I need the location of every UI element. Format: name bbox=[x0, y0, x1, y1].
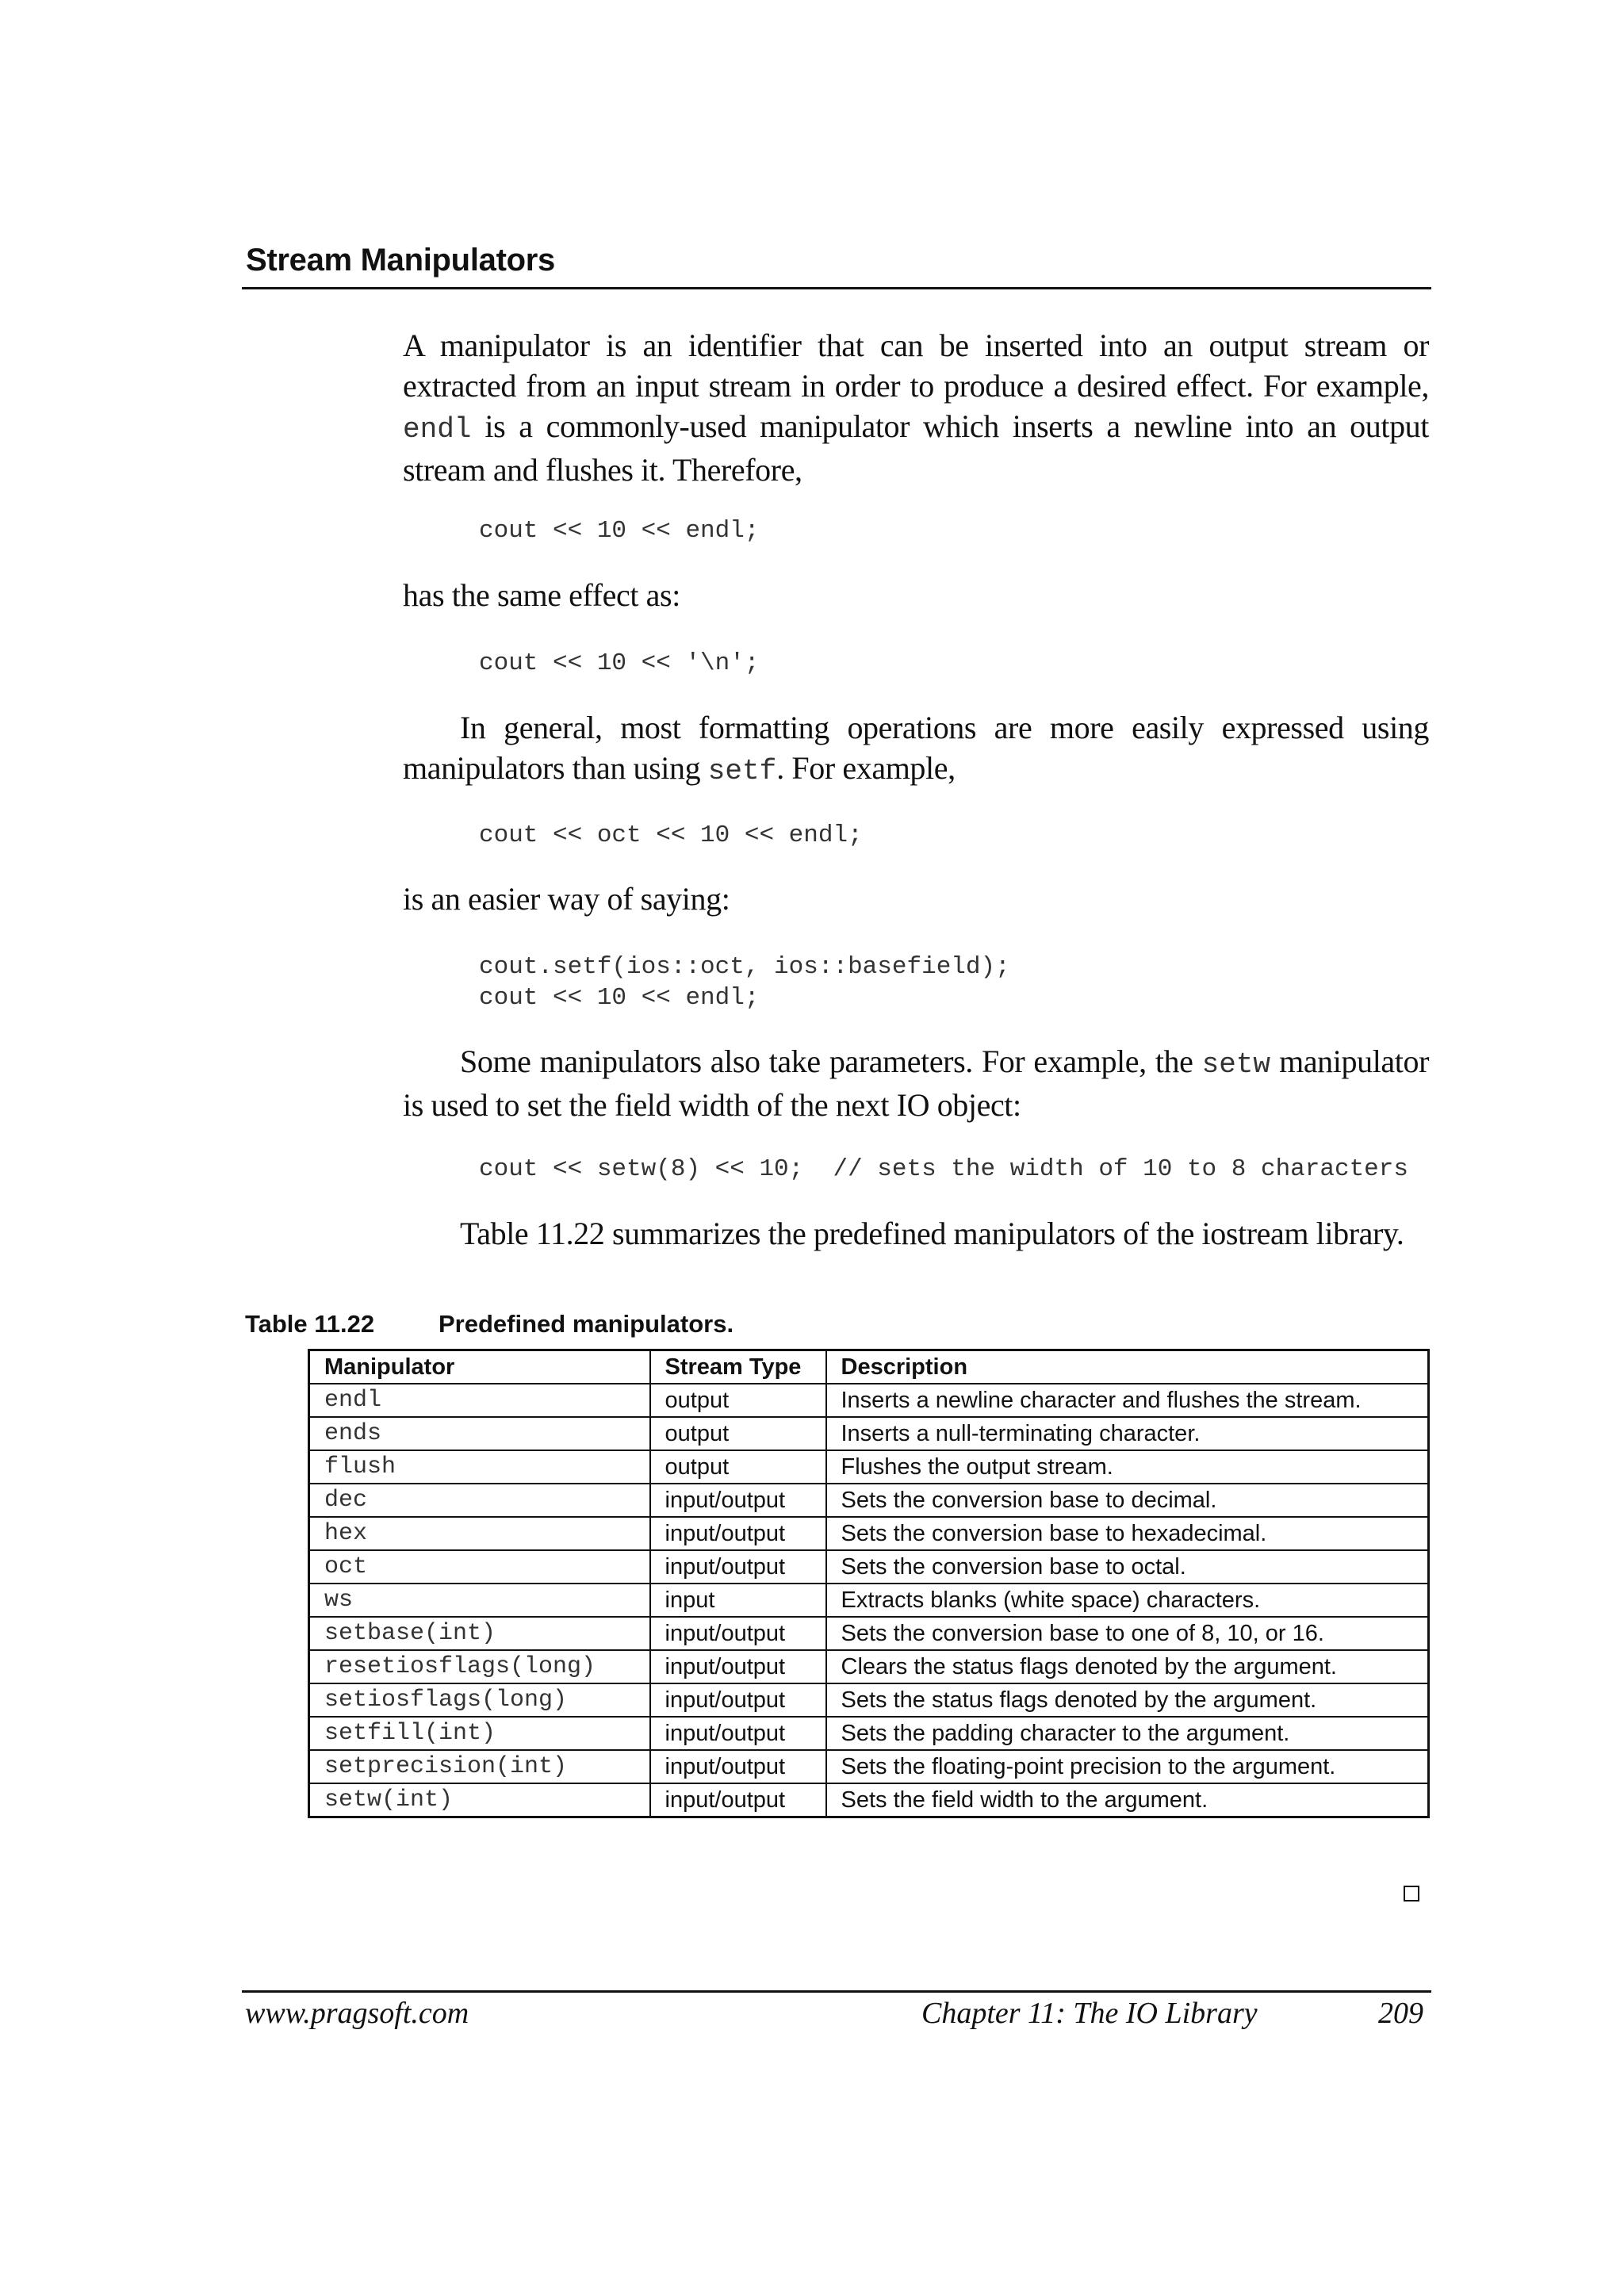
stream-type-cell: input/output bbox=[650, 1550, 826, 1584]
table-row bbox=[309, 1783, 1429, 1817]
description-cell: Sets the field width to the argument. bbox=[826, 1783, 1429, 1817]
manipulator-cell: dec bbox=[309, 1484, 650, 1517]
paragraph-easier-way: is an easier way of saying: bbox=[403, 881, 730, 917]
footer-website: www.pragsoft.com bbox=[245, 1997, 469, 2030]
stream-type-cell: input/output bbox=[650, 1683, 826, 1717]
table-row bbox=[309, 1750, 1429, 1783]
manipulator-cell: ends bbox=[309, 1417, 650, 1450]
description-cell: Sets the conversion base to decimal. bbox=[826, 1484, 1429, 1517]
description-cell: Sets the conversion base to hexadecimal. bbox=[826, 1517, 1429, 1550]
paragraph-text: A manipulator is an identifier that can be inserted into an output stream or extracted from an input stream in order to produce a desired effect. For example, bbox=[403, 327, 1429, 404]
stream-type-cell: output bbox=[650, 1450, 826, 1484]
manipulator-cell: setfill(int) bbox=[309, 1717, 650, 1750]
paragraph-text: In general, most formatting operations are more easily expressed using manipulators than using bbox=[403, 710, 1429, 786]
stream-type-cell: output bbox=[650, 1384, 826, 1417]
stream-type-cell: input/output bbox=[650, 1783, 826, 1817]
code-block-oct: cout << oct << 10 << endl; bbox=[479, 821, 863, 849]
section-title: Stream Manipulators bbox=[246, 243, 555, 278]
stream-type-cell: input/output bbox=[650, 1484, 826, 1517]
table-row bbox=[309, 1517, 1429, 1550]
table-row bbox=[309, 1384, 1429, 1417]
column-header-manipulator: Manipulator bbox=[309, 1350, 650, 1384]
table-row bbox=[309, 1550, 1429, 1584]
code-line: cout << 10 << endl; bbox=[479, 984, 760, 1012]
paragraph-manipulator-intro bbox=[403, 325, 1429, 490]
manipulator-cell: setiosflags(long) bbox=[309, 1683, 650, 1717]
section-title-rule bbox=[242, 287, 1431, 289]
paragraph-parameters bbox=[403, 1041, 1429, 1125]
description-cell: Sets the status flags denoted by the argument. bbox=[826, 1683, 1429, 1717]
paragraph-same-effect: has the same effect as: bbox=[403, 577, 680, 613]
description-cell: Sets the conversion base to one of 8, 10, or 16. bbox=[826, 1617, 1429, 1650]
code-block-setw: cout << setw(8) << 10; // sets the width of 10 to 8 characters bbox=[479, 1155, 1408, 1183]
table-row bbox=[309, 1417, 1429, 1450]
paragraph-text: manipulator is used to set the field width of the next IO object: bbox=[403, 1044, 1429, 1123]
stream-type-cell: input/output bbox=[650, 1717, 826, 1750]
code-line: cout.setf(ios::oct, ios::basefield); bbox=[479, 953, 1010, 981]
code-block-endl: cout << 10 << endl; bbox=[479, 517, 760, 545]
code-block-setf bbox=[479, 952, 1010, 1013]
stream-type-cell: input/output bbox=[650, 1650, 826, 1683]
paragraph-formatting-operations bbox=[403, 707, 1429, 791]
manipulator-cell: flush bbox=[309, 1450, 650, 1484]
manipulator-cell: oct bbox=[309, 1550, 650, 1584]
footer-chapter: Chapter 11: The IO Library bbox=[921, 1997, 1258, 2030]
inline-code-setf: setf bbox=[707, 755, 777, 787]
manipulator-cell: ws bbox=[309, 1584, 650, 1617]
table-header-row bbox=[309, 1350, 1429, 1384]
manipulator-cell: resetiosflags(long) bbox=[309, 1650, 650, 1683]
table-row bbox=[309, 1584, 1429, 1617]
paragraph-text: Some manipulators also take parameters. For example, the bbox=[460, 1044, 1202, 1079]
manipulator-cell: setw(int) bbox=[309, 1783, 650, 1817]
stream-type-cell: input/output bbox=[650, 1617, 826, 1650]
code-block-newline: cout << 10 << '\n'; bbox=[479, 649, 760, 677]
paragraph-text: is a commonly-used manipulator which inserts a newline into an output stream and flushes it. Therefore, bbox=[403, 408, 1429, 488]
stream-type-cell: input bbox=[650, 1584, 826, 1617]
inline-code-setw: setw bbox=[1201, 1048, 1271, 1081]
table-row bbox=[309, 1617, 1429, 1650]
stream-type-cell: output bbox=[650, 1417, 826, 1450]
manipulators-table bbox=[308, 1349, 1430, 1818]
table-row bbox=[309, 1450, 1429, 1484]
manipulator-cell: setprecision(int) bbox=[309, 1750, 650, 1783]
column-header-stream-type: Stream Type bbox=[650, 1350, 826, 1384]
description-cell: Sets the padding character to the argument. bbox=[826, 1717, 1429, 1750]
paragraph-table-summary: Table 11.22 summarizes the predefined manipulators of the iostream library. bbox=[460, 1216, 1404, 1251]
inline-code-endl: endl bbox=[403, 413, 472, 446]
footer-page-number: 209 bbox=[1378, 1997, 1423, 2030]
table-row bbox=[309, 1683, 1429, 1717]
manipulator-cell: setbase(int) bbox=[309, 1617, 650, 1650]
description-cell: Inserts a null-terminating character. bbox=[826, 1417, 1429, 1450]
description-cell: Flushes the output stream. bbox=[826, 1450, 1429, 1484]
table-row bbox=[309, 1650, 1429, 1683]
manipulator-cell: hex bbox=[309, 1517, 650, 1550]
manipulator-cell: endl bbox=[309, 1384, 650, 1417]
footer-rule bbox=[242, 1990, 1431, 1993]
stream-type-cell: input/output bbox=[650, 1517, 826, 1550]
table-caption-number: Table 11.22 bbox=[245, 1310, 375, 1338]
stream-type-cell: input/output bbox=[650, 1750, 826, 1783]
description-cell: Sets the floating-point precision to the argument. bbox=[826, 1750, 1429, 1783]
end-of-section-square-icon bbox=[1404, 1886, 1419, 1901]
table-row bbox=[309, 1484, 1429, 1517]
description-cell: Extracts blanks (white space) characters. bbox=[826, 1584, 1429, 1617]
table-row bbox=[309, 1717, 1429, 1750]
column-header-description: Description bbox=[826, 1350, 1429, 1384]
description-cell: Sets the conversion base to octal. bbox=[826, 1550, 1429, 1584]
description-cell: Clears the status flags denoted by the argument. bbox=[826, 1650, 1429, 1683]
table-caption-title: Predefined manipulators. bbox=[439, 1310, 734, 1338]
paragraph-text: . For example, bbox=[776, 750, 956, 786]
description-cell: Inserts a newline character and flushes the stream. bbox=[826, 1384, 1429, 1417]
